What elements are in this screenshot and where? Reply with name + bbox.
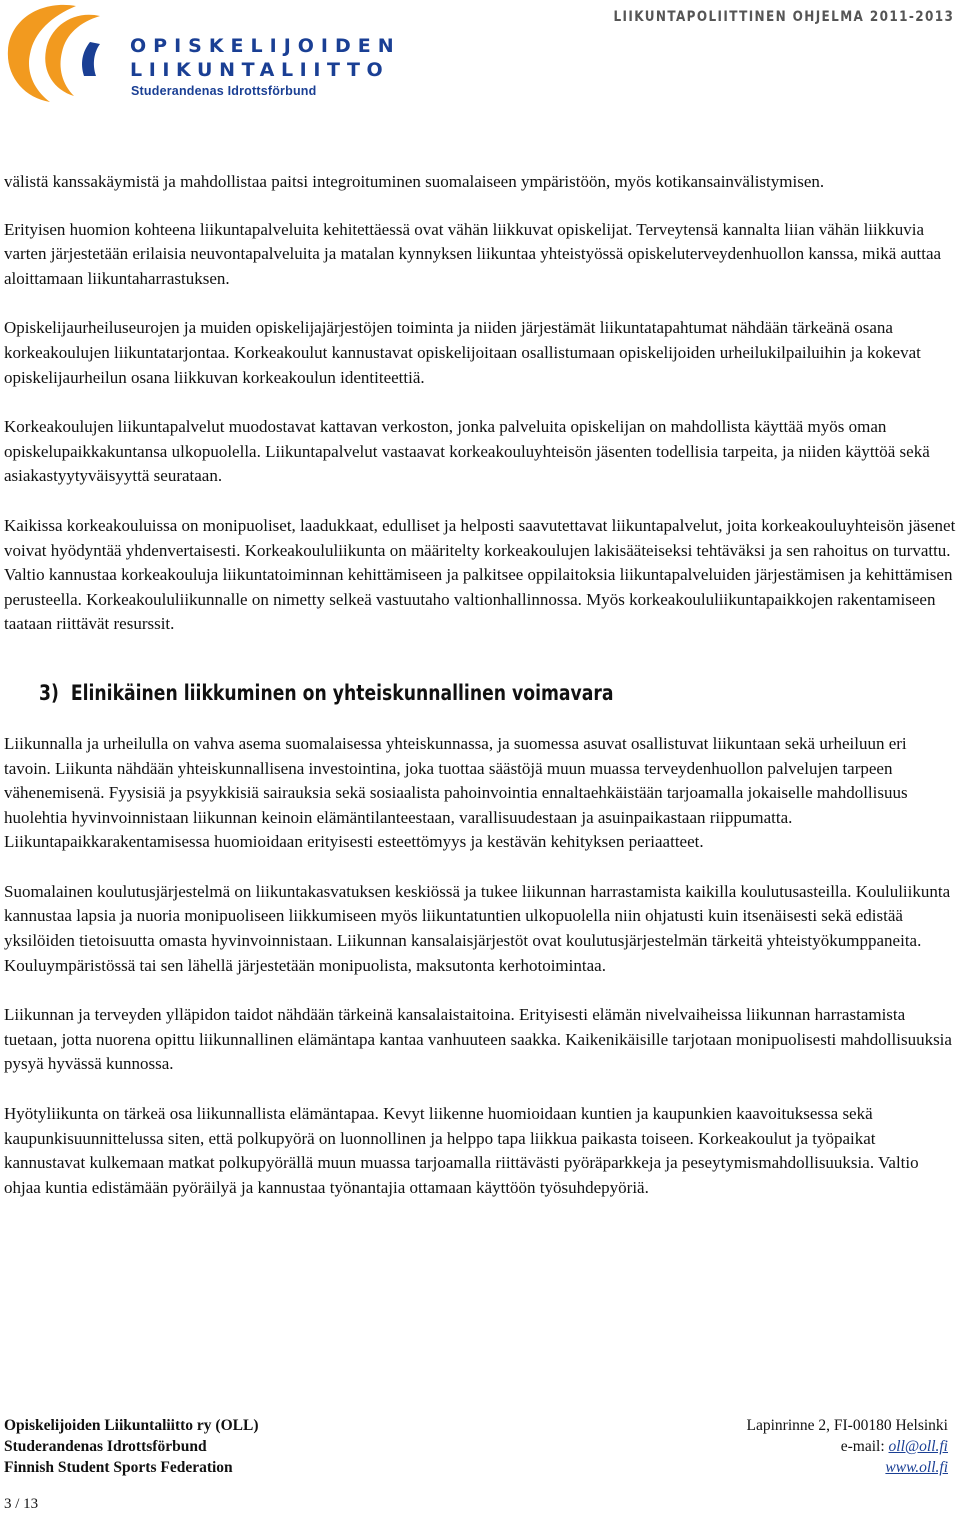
footer-email-line <box>747 1436 948 1457</box>
paragraph: Suomalainen koulutusjärjestelmä on liikuntakasvatuksen keskiössä ja tukee liikunnan harrastamista kaikilla koulutusasteilla. Koululiikunta kannustaa lapsia ja nuoria monipuoliseen liikkumiseen myös liikuntatuntien ulkopuolella niin ohjatusti kuin itsenäisesti sekä edistää yksilöiden tietoisuutta omasta hyvinvoinnistaan. Liikunnan kansalaisjärjestöt ovat koulutusjärjestelmän tärkeitä yhteistyökumppaneita. Kouluympäristössä tai sen lähellä järjestetään monipuolista, maksutonta kerhotoimintaa. <box>4 881 951 975</box>
paragraph: Korkeakoulujen liikuntapalvelut muodostavat kattavan verkoston, jonka palveluita opiskelijan on mahdollista käyttää myös oman opiskelupaikkakuntansa ulkopuolella. Liikuntapalvelut vastaavat korkeakouluyhteisön jäsenten todellisia tarpeita, ja niiden käyttöä sekä asiakastyytyväisyyttä seurataan. <box>4 417 930 486</box>
paragraph: Kaikissa korkeakouluissa on monipuoliset, laadukkaat, edulliset ja helposti saavutettavat liikuntapalvelut, joita korkeakouluyhteisön jäsenet voivat hyödyntää yhdenvertaisesti. Korkeakoululiikunta on määritelty korkeakoulujen lakisääteiseksi tehtäväksi ja sen rahoitus on turvattu. Valtio kannustaa korkeakouluja liikuntatoiminnan kehittämiseen ja palkitsee oppilaitoksia liikuntapalveluiden järjestämisen ja kehittämisen perusteella. Korkeakoululiikunnalle on nimetty selkeä vastuutaho valtionhallinnossa. Myös korkeakoululiikuntapaikkojen rakentamiseen taataan riittävät resurssit. <box>4 515 956 634</box>
paragraph: Opiskelijaurheiluseurojen ja muiden opiskelijajärjestöjen toiminta ja niiden järjestämät liikuntatapahtumat nähdään tärkeänä osana korkeakoulujen liikuntatarjontaa. Korkeakoulut kannustavat opiskelijoitaan osallistumaan opiskelijoiden urheilukilpailuihin ja kokevat opiskelijaurheilun osana liikkuvan korkeakoulun identiteettiä. <box>4 318 921 387</box>
footer-organization <box>4 1415 259 1478</box>
oll-swoosh-logo-icon <box>4 2 132 106</box>
paragraph: Erityisen huomion kohteena liikuntapalveluita kehitettäessä ovat vähän liikkuvat opiskelijat. Terveytensä kannalta liian vähän liikkuvia varten järjestetään erilaisia neuvontapalveluita ja matalan kynnyksen liikuntaa yhteistyössä opiskeluterveydenhuollon kanssa, mikä auttaa aloittamaan liikuntaharrastuksen. <box>4 219 942 288</box>
logo-line-2: LIIKUNTALIITTO <box>130 59 390 81</box>
paragraph: Liikunnalla ja urheilulla on vahva asema suomalaisessa yhteiskunnassa, ja suomessa asuvat osallistuvat liikuntaan sekä urheiluun eri tavoin. Liikunta nähdään yhteiskunnallisena investointina, joka tuottaa säästöjä muun muassa terveydenhuollon palvelujen tarpeen vähenemisenä. Fyysisiä ja psyykkisiä sairauksia sekä sosiaalista pahoinvointia ennaltaehkäistään tarjoamalla jokaiselle mahdollisuus huolehtia hyvinvoinnistaan liikunnan keinoin elämäntilanteestaan, varallisuudestaan ja asuinpaikastaan riippumatta. Liikuntapaikkarakentamisessa huomioidaan erityisesti esteettömyys ja kestävän kehityksen periaatteet. <box>4 733 908 852</box>
website-link[interactable]: www.oll.fi <box>885 1459 948 1476</box>
footer-org-name-en: Finnish Student Sports Federation <box>4 1459 233 1476</box>
footer-website-line <box>747 1457 948 1478</box>
footer-org-name-sv: Studerandenas Idrottsförbund <box>4 1438 207 1455</box>
paragraph: välistä kanssakäymistä ja mahdollistaa paitsi integroituminen suomalaiseen ympäristöön, myös kotikansainvälistymisen. <box>4 172 825 191</box>
paragraph: Liikunnan ja terveyden ylläpidon taidot nähdään tärkeinä kansalaistaitoina. Erityisesti elämän nivelvaiheissa liikunnan harrastamista tuetaan, jotta nuorena opittu liikunnallinen elämäntapa kantaa vanhuuteen saakka. Kaikenikäisille tarjotaan monipuolisesti mahdollisuuksia pysyä hyvässä kunnossa. <box>4 1005 952 1074</box>
email-link[interactable]: oll@oll.fi <box>888 1438 948 1455</box>
document-body <box>4 170 956 1225</box>
paragraph: Hyötyliikunta on tärkeä osa liikunnallista elämäntapaa. Kevyt liikenne huomioidaan kuntien ja kaupunkien kaavoituksessa sekä kaupunkisuunnittelussa siten, että polkupyörä on luonnollinen ja helppo tapa liikkua paikasta toiseen. Korkeakoulut ja työpaikat kannustavat kulkemaan matkat polkupyörällä muun muassa tarjoamalla riittävästi pyöräparkkeja ja peseytymismahdollisuuksia. Valtio ohjaa kuntia edistämään pyöräilyä ja kannustaa työnantajia ottamaan käyttöön työsuhdepyöriä. <box>4 1104 919 1197</box>
program-title: LIIKUNTAPOLIITTINEN OHJELMA 2011-2013 <box>613 9 954 25</box>
footer-contact <box>747 1415 948 1478</box>
oll-logo <box>4 2 401 106</box>
logo-line-3: Studerandenas Idrottsförbund <box>131 84 317 98</box>
footer-address: Lapinrinne 2, FI-00180 Helsinki <box>746 1417 948 1434</box>
page-number: 3 / 13 <box>4 1496 39 1512</box>
section-heading: 3) Elinikäinen liikkuminen on yhteiskunnallinen voimavara <box>39 680 614 705</box>
footer-org-name-fi: Opiskelijoiden Liikuntaliitto ry (OLL) <box>4 1417 259 1434</box>
email-label: e-mail: <box>840 1438 889 1455</box>
logo-line-1: OPISKELIJOIDEN <box>130 35 401 57</box>
